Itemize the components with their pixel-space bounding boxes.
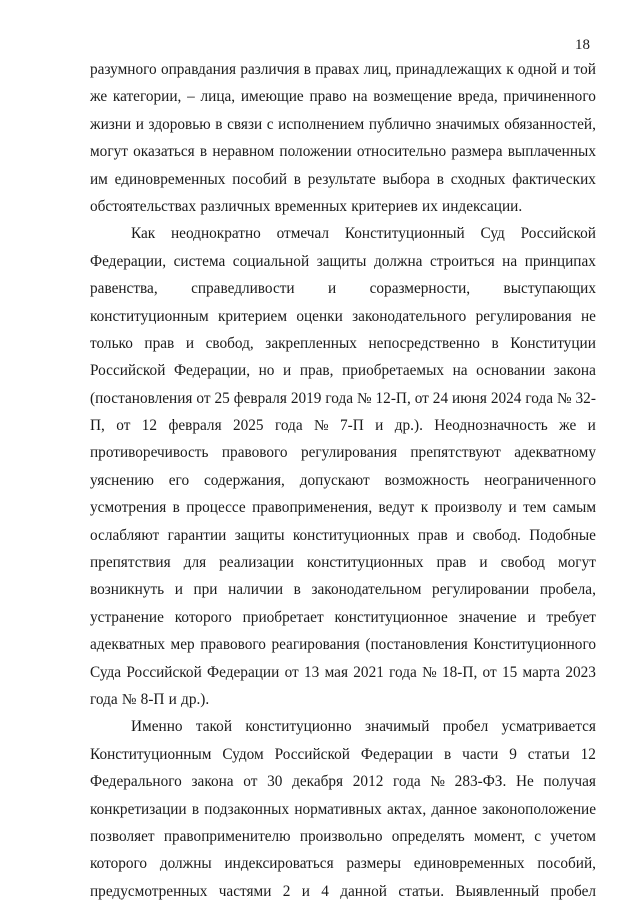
word: 7-П: [340, 417, 364, 435]
text-line: [90, 412, 596, 439]
word: конституционное: [334, 608, 448, 626]
text-line: [90, 878, 596, 905]
word: Как: [131, 225, 156, 243]
word: критерием: [217, 307, 288, 325]
word: предусмотренных: [90, 882, 208, 900]
word: (постановления: [365, 636, 468, 654]
word: Российской: [274, 745, 350, 763]
word: прав: [417, 526, 448, 544]
word: правоприменения,: [252, 499, 373, 517]
word: соразмерности,: [369, 280, 471, 298]
word: нормативных: [294, 800, 382, 818]
word: и: [479, 554, 488, 572]
word: актах,: [386, 800, 427, 818]
text-line: [90, 56, 596, 83]
word: законодательного: [352, 307, 467, 325]
word: мая: [324, 663, 348, 681]
word: правового: [221, 444, 288, 462]
word: пробела,: [539, 581, 596, 599]
word: которого: [174, 608, 232, 626]
word: 25: [214, 389, 230, 407]
text-line: [90, 303, 596, 330]
word: №: [422, 663, 437, 681]
word: публично: [368, 115, 432, 133]
word: регулирования: [300, 444, 397, 462]
word: оценки: [296, 307, 343, 325]
word: противоречивость: [90, 444, 209, 462]
word: 18-П,: [442, 663, 478, 681]
word: той: [573, 61, 596, 78]
word: февраля: [233, 389, 287, 407]
word: Конституционный: [344, 225, 465, 243]
word: вреда,: [457, 88, 498, 106]
word: наличии: [228, 581, 284, 599]
word: на: [502, 252, 518, 270]
word: содержания,: [204, 471, 285, 489]
word: части: [462, 745, 499, 763]
text-line: [90, 275, 596, 302]
word: результате: [307, 170, 376, 188]
word: индексироваться: [224, 855, 334, 873]
word: Конституционного: [473, 636, 596, 654]
word: определять: [391, 827, 465, 845]
word: частями: [218, 882, 272, 900]
word: и: [135, 115, 144, 133]
text-line: [90, 111, 596, 138]
word: оправдания: [160, 61, 237, 78]
word: 8-П: [140, 690, 165, 708]
word: и: [301, 882, 310, 900]
text-line: [90, 193, 596, 220]
word: при: [193, 581, 218, 599]
word: –: [187, 88, 195, 106]
word: года: [393, 773, 421, 791]
word: могут: [90, 143, 128, 161]
word: относительно: [356, 143, 447, 161]
word: индексации.: [442, 197, 523, 215]
word: данной: [340, 882, 387, 900]
word: закона: [553, 362, 596, 380]
word: одной: [517, 61, 557, 78]
word: сходных: [450, 170, 506, 188]
word: статьи.: [398, 882, 445, 900]
text-line: [90, 850, 596, 877]
text-line: [90, 138, 596, 165]
word: такой: [195, 718, 233, 736]
word: и: [456, 526, 465, 544]
word: и: [375, 417, 384, 435]
text-line: [90, 659, 596, 686]
word: Федерации,: [173, 362, 251, 380]
word: позволяет: [90, 827, 155, 845]
word: №: [121, 690, 137, 708]
word: года: [274, 417, 303, 435]
word: прав: [144, 334, 175, 352]
word: различных: [200, 197, 271, 215]
word: лиц,: [363, 61, 392, 78]
word: 32-: [575, 389, 596, 407]
word: единовременных: [114, 170, 226, 188]
word: 2025: [232, 417, 264, 435]
word: года: [389, 663, 417, 681]
word: ослабляют: [90, 526, 160, 544]
word: значение: [458, 608, 517, 626]
text-line: [90, 385, 596, 412]
word: возможность: [384, 471, 470, 489]
word: конкретизации: [90, 800, 187, 818]
word: пробел: [442, 718, 489, 736]
word: адекватному: [514, 444, 596, 462]
word: препятствуют: [410, 444, 501, 462]
word: положении: [279, 143, 352, 161]
word: непосредственно: [368, 334, 480, 352]
word: оказаться: [133, 143, 195, 161]
word: но: [258, 362, 275, 380]
page-number: 18: [575, 37, 590, 53]
word: Судом: [222, 745, 264, 763]
word: №: [314, 417, 329, 435]
word: уяснению: [90, 471, 154, 489]
word: выступающих: [503, 280, 596, 298]
word: допускают: [299, 471, 370, 489]
word: неоднократно: [171, 225, 261, 243]
word: 2019: [290, 389, 322, 407]
word: марта: [522, 663, 561, 681]
word: к: [506, 61, 514, 78]
word: Конституции: [510, 334, 596, 352]
word: устранение: [90, 608, 164, 626]
word: др.).: [394, 417, 423, 435]
word: декабря: [292, 773, 344, 791]
word: категории,: [112, 88, 182, 106]
word: №: [430, 773, 445, 791]
word: на: [452, 362, 468, 380]
word: гарантии: [167, 526, 227, 544]
word: 24: [432, 389, 449, 407]
word: 2012: [352, 773, 384, 791]
word: мер: [170, 636, 195, 654]
word: обстоятельствах: [90, 197, 197, 215]
word: размеры: [346, 855, 402, 873]
word: года: [325, 389, 354, 407]
word: и: [587, 417, 596, 435]
word: пособий: [232, 170, 288, 188]
word: должна: [374, 252, 423, 270]
word: П,: [90, 417, 105, 435]
text-line: [90, 549, 596, 576]
word: года: [90, 690, 118, 708]
word: Российской: [126, 663, 202, 681]
word: в: [199, 143, 208, 161]
text-line: [90, 796, 596, 823]
text-line: [90, 823, 596, 850]
word: правоприменителю: [163, 827, 291, 845]
word: здоровью: [148, 115, 211, 133]
word: конституционно: [245, 718, 352, 736]
word: др.).: [181, 690, 210, 708]
word: от: [116, 417, 131, 435]
text-line: [90, 741, 596, 768]
word: Неоднозначность: [434, 417, 548, 435]
word: Российской: [520, 225, 596, 243]
word: усмотрения: [90, 499, 167, 517]
word: критериев: [351, 197, 418, 215]
text-line: [90, 604, 596, 631]
text-line: [90, 357, 596, 384]
word: в: [215, 115, 223, 133]
word: исполнением: [278, 115, 365, 133]
word: значимых: [435, 115, 500, 133]
word: 9: [509, 745, 517, 763]
word: конституционных: [306, 554, 424, 572]
word: самым: [552, 499, 596, 517]
word: и: [508, 499, 517, 517]
word: на: [352, 88, 368, 106]
word: отмечал: [276, 225, 330, 243]
word: основании: [476, 362, 546, 380]
word: единовременных: [413, 855, 525, 873]
word: и: [527, 608, 536, 626]
text-line: [90, 631, 596, 658]
word: прав: [436, 554, 467, 572]
word: от: [243, 773, 258, 791]
word: процессе: [186, 499, 246, 517]
word: реализации: [219, 554, 294, 572]
word: в: [172, 499, 180, 517]
word: Конституционным: [90, 745, 212, 763]
word: имеющие: [240, 88, 304, 106]
text-line: [90, 83, 596, 110]
word: и: [168, 690, 177, 708]
word: законоположение: [482, 800, 596, 818]
word: лица,: [200, 88, 236, 106]
word: реагирования: [271, 636, 360, 654]
word: справедливости: [191, 280, 295, 298]
word: препятствия: [90, 554, 171, 572]
word: защиты: [234, 526, 285, 544]
word: должны: [159, 855, 212, 873]
word: выплаченных: [507, 143, 596, 161]
text-line: [90, 522, 596, 549]
text-line: [90, 248, 596, 275]
word: им: [90, 170, 108, 188]
word: регулирования: [475, 307, 572, 325]
text-line: [90, 467, 596, 494]
word: жизни: [90, 115, 132, 133]
word: к: [420, 499, 429, 517]
word: требует: [546, 608, 596, 626]
word: 2023: [565, 663, 596, 681]
word: свобод,: [205, 334, 254, 352]
word: и: [174, 581, 183, 599]
word: с: [534, 827, 542, 845]
word: пособий,: [537, 855, 596, 873]
text-line: [90, 439, 596, 466]
word: Федерации,: [90, 252, 167, 270]
word: получая: [543, 773, 596, 791]
word: его: [168, 471, 190, 489]
word: произвольно: [299, 827, 383, 845]
word: тем: [523, 499, 547, 517]
word: выбора: [382, 170, 430, 188]
text-line: [90, 330, 596, 357]
word: фактических: [512, 170, 596, 188]
text-line: [90, 166, 596, 193]
word: размера: [451, 143, 503, 161]
word: Выявленный: [455, 882, 540, 900]
word: неограниченного: [484, 471, 596, 489]
word: в: [491, 334, 499, 352]
body-text: [90, 56, 596, 905]
word: Суда: [90, 663, 122, 681]
word: законодательном: [311, 581, 422, 599]
word: принадлежащих: [395, 61, 502, 78]
word: социальной: [232, 252, 310, 270]
word: Федерации: [360, 745, 434, 763]
word: и: [561, 61, 570, 78]
word: конституционных: [292, 526, 410, 544]
word: №: [556, 389, 572, 407]
word: Именно: [131, 718, 183, 736]
text-line: [90, 576, 596, 603]
word: для: [183, 554, 207, 572]
word: 2: [282, 882, 291, 900]
word: прав,: [299, 362, 334, 380]
word: приобретаемых: [342, 362, 445, 380]
word: закона: [191, 773, 234, 791]
word: свобод.: [472, 526, 521, 544]
word: Подобные: [529, 526, 596, 544]
word: и: [283, 362, 292, 380]
word: равенства,: [90, 280, 158, 298]
word: возмещение: [373, 88, 453, 106]
word: июня: [452, 389, 487, 407]
word: с: [266, 115, 274, 133]
word: февраля: [168, 417, 222, 435]
word: причиненного: [503, 88, 596, 106]
word: года: [525, 389, 554, 407]
word: адекватных: [90, 636, 166, 654]
word: разумного: [90, 61, 157, 78]
word: же: [90, 88, 108, 106]
word: подзаконных: [204, 800, 290, 818]
word: пробел: [550, 882, 596, 900]
word: различия: [240, 61, 300, 78]
word: система: [173, 252, 226, 270]
word: в: [444, 745, 452, 763]
word: правах: [315, 61, 360, 78]
word: которого: [90, 855, 148, 873]
word: неравном: [212, 143, 275, 161]
word: закрепленных: [265, 334, 357, 352]
word: и: [328, 280, 337, 298]
text-line: [90, 494, 596, 521]
word: данное: [431, 800, 477, 818]
text-line: [90, 220, 596, 247]
word: приобретает: [242, 608, 324, 626]
word: и: [185, 334, 195, 352]
word: усматривается: [501, 718, 596, 736]
word: (постановления: [90, 389, 193, 407]
word: в: [303, 61, 312, 78]
word: обязанностей,: [504, 115, 596, 133]
word: могут: [557, 554, 596, 572]
word: в: [436, 170, 444, 188]
word: 4: [321, 882, 329, 900]
word: от: [414, 389, 429, 407]
word: 12: [141, 417, 158, 435]
word: Федерации: [207, 663, 280, 681]
word: 12-П,: [375, 389, 411, 407]
word: конституционным: [90, 307, 209, 325]
word: от: [196, 389, 211, 407]
word: временных: [274, 197, 348, 215]
word: в: [293, 581, 301, 599]
word: Не: [515, 773, 534, 791]
word: 30: [267, 773, 283, 791]
word: защиты: [316, 252, 367, 270]
text-line: [90, 713, 596, 740]
word: право: [309, 88, 347, 106]
word: произволу: [434, 499, 503, 517]
word: 283-ФЗ.: [454, 773, 507, 791]
word: статьи: [527, 745, 570, 763]
word: правового: [200, 636, 266, 654]
word: 2021: [353, 663, 384, 681]
word: ведут: [378, 499, 415, 517]
word: значимый: [364, 718, 430, 736]
text-line: [90, 686, 596, 713]
word: в: [191, 800, 200, 818]
word: 13: [304, 663, 320, 681]
word: строиться: [429, 252, 495, 270]
word: возникнуть: [90, 581, 165, 599]
word: учетом: [550, 827, 596, 845]
text-line: [90, 768, 596, 795]
word: только: [90, 334, 133, 352]
word: Российской: [90, 362, 166, 380]
word: в: [293, 170, 301, 188]
word: связи: [227, 115, 263, 133]
word: их: [422, 197, 438, 215]
word: же: [559, 417, 577, 435]
word: 15: [501, 663, 518, 681]
word: не: [580, 307, 596, 325]
word: момент,: [473, 827, 526, 845]
word: Суд: [480, 225, 505, 243]
word: от: [482, 663, 497, 681]
word: Федерального: [90, 773, 182, 791]
word: регулировании: [432, 581, 530, 599]
word: 12: [580, 745, 596, 763]
word: 2024: [490, 389, 522, 407]
word: №: [356, 389, 372, 407]
word: принципах: [524, 252, 596, 270]
word: от: [284, 663, 299, 681]
word: свобод: [500, 554, 545, 572]
